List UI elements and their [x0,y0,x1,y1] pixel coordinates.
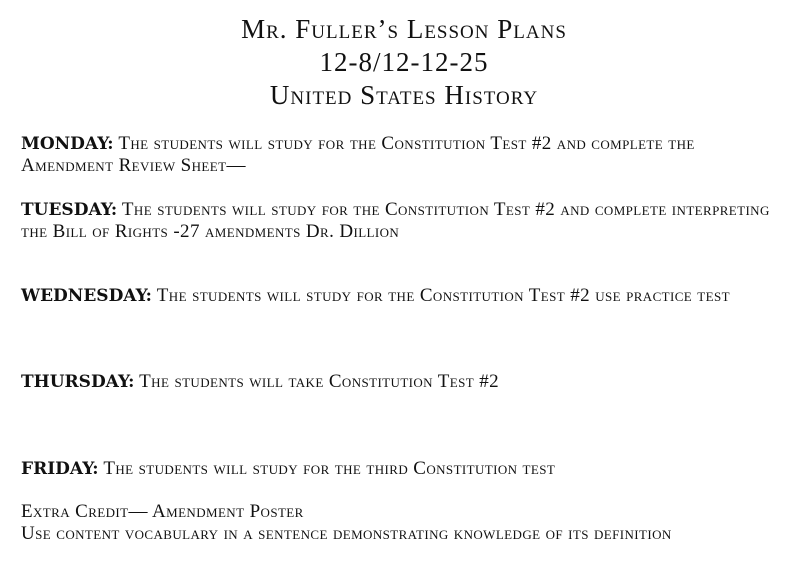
extra-credit-instructions: Use content vocabulary in a sentence demonstrating knowledge of its definition [21,523,672,544]
thursday-label: THURSDAY: [21,372,135,392]
tuesday-entry [21,199,791,243]
extra-credit-title: Extra Credit— Amendment Poster [21,501,304,522]
course-name: United States History [269,80,539,110]
friday-entry [21,458,791,480]
monday-entry [21,133,791,177]
friday-label: FRIDAY: [21,459,99,479]
thursday-entry [21,371,791,393]
wednesday-text: The students will study for the Constitution Test #2 use practice test [156,285,730,306]
thursday-text: The students will take Constitution Test #2 [139,371,500,392]
page-title: Mr. Fuller’s Lesson Plans [241,14,567,44]
monday-text: The students will study for the Constitution Test #2 and complete the Amendment Review Sheet— [21,133,695,176]
date-range: 12-8/12-12-25 [319,47,489,77]
extra-credit-block [21,501,791,545]
monday-label: MONDAY: [21,134,114,154]
wednesday-label: WEDNESDAY: [21,286,152,306]
tuesday-label: TUESDAY: [21,200,118,220]
tuesday-text: The students will study for the Constitution Test #2 and complete interpreting the Bill of Rights -27 amendments Dr. Dillion [21,199,770,242]
friday-text: The students will study for the third Constitution test [103,458,556,479]
wednesday-entry [21,285,791,307]
title-block [0,13,808,112]
